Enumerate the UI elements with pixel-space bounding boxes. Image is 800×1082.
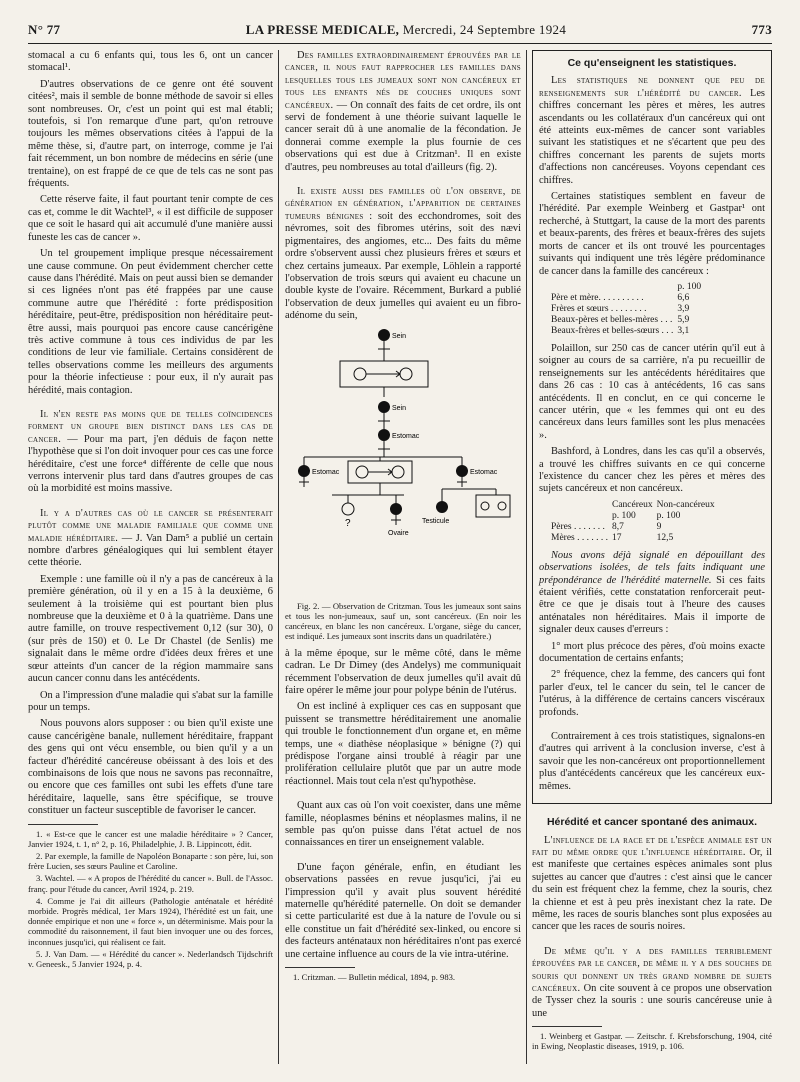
healthy-twin [392,466,404,478]
table-row: Beaux-frères et belles-sœurs . . . 3,1 [551,325,690,336]
organ-label: Estomac [312,468,340,476]
footnote-rule [532,1026,602,1027]
paragraph: Contrairement à ces trois statistiques, signalons-en d'autres qui arrivent à la conclusion inverse, c'est à savoir que les non-cancéreux ont proportionnellement plus d'antécédents cancéreux que les cancéreux eux-mêmes. [539,731,765,792]
paragraph-text: Or, il est manifeste que certaines espèces animales sont plus sujettes au cancer que d'autres : c'est ainsi que le cancer du sein est fréquent chez la femme, chez la souris, chez la chienne et est à peu près inexistant chez la rate. De même, les races de souris blanches sont plus exposées au cancer que les races de souris noires. [532,846,772,933]
table-row: Père et mère. . . . . . . . . . 6,6 [551,292,690,303]
paragraph [285,186,521,322]
paragraph-text: Les chiffres concernant les pères et mères, les autres ascendants ou les collatéraux d'un cancéreux qui ont été atteints eux-mêmes de cancer sont variables suivant les statistiques et ne s'écartent que peu des chiffres concernant les parents de sujets morts d'affections non cancéreuses. Voyons cependant ces chiffres. [539,87,765,186]
paragraph: stomacal a cu 6 enfants qui, tous les 6, ont un cancer stomacal¹. [28,50,273,74]
column-2 [285,50,521,1064]
statistics-box [532,50,772,804]
unit-label: p. 100 [656,510,681,521]
table-row: Beaux-pères et belles-mères . . . 5,9 [551,314,690,325]
organ-label: Estomac [392,432,420,440]
section-title: Hérédité et cancer spontané des animaux. [546,816,758,829]
organ-label: Testicule [422,517,450,525]
header-rule [28,43,772,44]
question-mark: ? [345,517,351,529]
figure-caption: Fig. 2. — Observation de Critzman. Tous les jumeaux sont sains et tous les non-jumeaux, sauf un, sont cancéreux. (En noir les cancéreux, en blanc les non cancéreux. L'organe, siège du cancer, est indiqué. Les jumeaux sont inscrits dans un quadrilatère.) [285,600,521,642]
cancerous-female [390,503,402,515]
footnote: 4. Comme je l'ai dit ailleurs (Pathologie anténatale et hérédité morbide. Progrès médical, 1er Mars 1924), l'hérédité est un fait, une donnée empirique et non une « force », un déterminisme. Mais pour la commodité du raisonnement, il faut bien invoquer une ou des forces, inconnues jusqu'ici, qui réalisent ce fait. [28,895,273,947]
cancerous-female [378,401,390,413]
stuttgart-table [549,282,703,337]
paragraph: 2° fréquence, chez la femme, des cancers qui font parler d'eux, tel le cancer du sein, tel le cancer de l'utérus, à la différence de certains cancers viscéraux profonds. [539,669,765,718]
paragraph: Nous pouvons alors supposer : ou bien qu'il existe une cause cancérigène banale, nullement héréditaire, frappant des gens qui ont vécu ensemble, ou bien qu'il y a un facteur d'hérédité cancéreuse obéissant à des lois et des combinaisons de lois que nous ne savons pas reconnaître, ou encore que ces familles ont subi les effets d'une tare héréditaire, laquelle, sans être spécifique, se trouve constituer un facteur susceptible de favoriser le cancer. [28,718,273,817]
lead-in: Des familles extraordinairement éprouvées par le cancer, il nous faut rapprocher les familles dans lesquelles tous les jumeaux sont non cancéreux et tous les enfants nés de couches uniques sont cancéreux. [285,50,521,111]
lead-in: Il y a d'autres cas où le cancer se présenterait plutôt comme une maladie familiale que comme une maladie héréditaire. [28,507,273,544]
organ-label: Sein [392,404,407,412]
healthy-twin [498,502,506,510]
unit-label: p. 100 [677,281,702,292]
cancerous-female [298,465,310,477]
paragraph-text: — On connaît des faits de cet ordre, ils ont servi de fondement à une théorie suivant laquelle le cancer serait dû à une anomalie de la fécondation. Je donnerai comme exemple la plus fournie de ces observations qui est due à Critzman¹. Il en existe d'autres, peu nombreuses au total d'ailleurs (fig. 2). [285,99,521,173]
paragraph: Exemple : une famille où il n'y a pas de cancéreux à la première génération, où il y en a 15 à la deuxième, 6 seulement à la troisième qui est pourtant bien plus nombreuse que la deuxième et 0 à la quatrième. Dans une autre famille, on trouve respectivement 0,12 (sur 30), 0 (sur près de 150) et 0. Le Dr Chastel (de Senlis) me signalait dans le même ordre d'idées deux frères et une sœur atteints d'un cancer de la région mammaire sans aucun cancer connu dans les antécédents. [28,573,273,685]
journal-title [246,22,566,38]
footnote: 2. Par exemple, la famille de Napoléon Bonaparte : son père, lui, son frère Lucien, ses sœurs Pauline et Caroline. [28,850,273,872]
italic-lead: Nous avons déjà signalé en dépouillant des observations isolées, de tels faits indiquant une prépondérance de l'hérédité maternelle. [539,549,765,586]
column-header: Non-cancéreux [656,499,715,510]
lead-in: De même qu'il y a des familles terriblement éprouvées par le cancer, de même il y a des souches de souris qui donnent un très grand nombre de sujets cancéreux. [532,945,772,994]
cancerous-female [378,329,390,341]
paragraph: D'autres observations de ce genre ont été souvent citées², mais il semble de bonne méthode de savoir si elles sont nombreuses. Or, c'est un point qui est mal établi; toutefois, si l'on remarque d'une part, qu'on retrouve toujours les mêmes observations citées à l'appui de la même thèse, si, d'autre part, on interroge, comme je l'ai fait récemment, un bon nombre de médecins en série (une trentaine), on est frappé de ce que de tels cas ne sont pas fréquents. [28,78,273,190]
footnote-rule [28,824,98,825]
table-row: Mères . . . . . . . 17 12,5 [551,532,674,543]
lead-in: Les statistiques ne donnent que peu de renseignements sur l'hérédité du cancer. [539,75,765,99]
healthy-twin [400,368,412,380]
paragraph: Bashford, à Londres, dans les cas qu'il a observés, a trouvé les chiffres suivants en ce qui concerne l'existence du cancer chez les pères et mères des sujets cancéreux et non cancéreux. [539,446,765,495]
column-1 [28,50,273,1064]
lead-in: L'influence de la race et de l'espèce animale est un fait du même ordre que l'influence héréditaire. [532,834,772,858]
column-divider [278,50,279,1064]
paragraph [539,75,765,187]
lead-in: Il n'en reste pas moins que de telles coïncidences forment un groupe bien distinct dans les cas de cancer. [28,408,273,445]
footnote: 1. Weinberg et Gastpar. — Zeitschr. f. Krebsforschung, 1904, cité in Ewing, Neoplastic diseases, 1919, p. 106. [532,1031,772,1052]
healthy-twin [481,502,489,510]
issue-number: N° 77 [28,22,61,37]
cancerous-male [436,501,448,513]
cancerous-female [378,429,390,441]
paragraph: Certaines statistiques semblent en faveur de l'hérédité. Par exemple Weinberg et Gastpar¹ ont recherché, à Stuttgart, la cause de la mort des parents et beaux-parents, des frères et beaux-frères des sujets morts de cancer et ils ont trouvé les pourcentages suivants qui indiquent une très légère prédominance de cancer dans la famille des cancéreux : [539,191,765,277]
healthy-twin [356,466,368,478]
footnote: 3. Wachtel. — « A propos de l'hérédité du cancer ». Bull. de l'Assoc. franç. pour l'étude du cancer, Avril 1924, p. 219. [28,873,273,894]
paragraph: Quant aux cas où l'on voit coexister, dans une même famille, néoplasmes bénins et néoplasmes malins, il ne semble pas qu'on puisse dans l'état actuel de nos connaissances en tirer un enseignement valable. [285,800,521,849]
unit-label: p. 100 [612,510,636,521]
footnote: 1. Critzman. — Bulletin médical, 1894, p. 983. [293,972,456,983]
paragraph [539,550,765,637]
paragraph [28,508,273,570]
paragraph [532,946,772,1020]
box-title: Ce qu'enseignent les statistiques. [567,57,737,69]
paragraph: On est incliné à expliquer ces cas en supposant que puissent se transmettre héréditairement une anomalie qui trouble le fonctionnement d'un organe et, en même temps, une « diathèse néoplasique » bénigne (?) qui prédispose l'organe ainsi troublé à réagir par une prolifération cellulaire plutôt que par un autre mode réactionnel. Mais tout cela n'est qu'hypothèse. [285,701,521,787]
paragraph-text: — J. Van Dam⁵ a publié un certain nombre d'arbres généalogiques qui lui semblent étayer cette théorie. [28,532,273,569]
organ-label: Estomac [470,468,498,476]
cancerous-female [456,465,468,477]
paragraph: On a l'impression d'une maladie qui s'abat sur la famille pour un temps. [28,689,273,713]
healthy-twin [354,368,366,380]
column-3 [532,50,772,1064]
paragraph: Cette réserve faite, il faut pourtant tenir compte de ces cas et, comme le dit Wachtel³, « il est difficile de supposer que ce soit le hasard qui ait accumulé d'une manière aussi funeste les cas de cancer ». [28,194,273,243]
organ-label: Ovaire [388,529,409,537]
page-header [28,22,772,40]
paragraph-text: Si ces faits étaient vérifiés, cette constatation renforcerait peut-être ce que je disais tout à l'heure des causes anténatales non héréditaires. Mais il importe de signaler deux causes d'erreurs : [539,574,765,636]
paragraph: Polaillon, sur 250 cas de cancer utérin qu'il eut à soigner au cours de sa carrière, n'a pu recueillir de renseignements sur les antécédents héréditaires que dans 26 cas : 10 cas à antécédents, 16 cas sans antécédents. Il en conclut, en ce qui concerne le cancer utérin, que « les femmes qui ont eu des cancéreux dans leurs familles sont les plus menacées ». [539,342,765,441]
unknown-person [342,503,354,515]
table-row: Pères . . . . . . . 8,7 9 [551,521,662,532]
paragraph [28,409,273,496]
footnote-rule [285,967,355,968]
footnote: 1. « Est-ce que le cancer est une maladie héréditaire » ? Cancer, Janvier 1924, t. 1, n° 2, p. 16, Philadelphie, J. B. Lippincott, édit. [28,828,273,849]
pedigree-figure [292,327,514,597]
page-number: 773 [751,22,772,37]
paragraph-text: — Pour ma part, j'en déduis de façon nette l'hypothèse que si l'on doit invoquer pour ces cas une force héréditaire, c'est une force⁴ différente de celle que nous verrons intervenir plus tard dans d'autres groupes de cas où la morbidité est moins massive. [28,433,273,495]
column-divider [526,50,527,1064]
paragraph [285,50,521,174]
paragraph [532,835,772,934]
table-row: Frères et sœurs . . . . . . . . 3,9 [551,303,690,314]
paragraph: D'une façon générale, enfin, en étudiant les observations passées en revue jusqu'ici, j'ai eu l'impression qu'il y avait plus souvent hérédité maternelle qu'hérédité paternelle. On doit se demander si cette particularité est due à la nature de l'ovule ou si elle constitue un fait d'hérédité sex-linked, ou encore si des facteurs anténataux non héréditaires n'ont pas exercé une certaine influence au cours de la vie intra-utérine. [285,861,521,960]
journal-name: LA PRESSE MEDICALE, [245,22,400,37]
footnote: 5. J. Van Dam. — « Hérédité du cancer ». Nederlandsch Tijdschrift v. Geneesk., 5 Janvier 1924, p. 4. [28,948,273,969]
paragraph-text: : soit des ecchondromes, soit des névromes, soit des fibromes utérins, soit des nævi pigmentaires, des angiomes, etc... Des faits du même ordre s'observent aussi chez plusieurs frères et sœurs et chez certains jumeaux. Par exemple, Löhlein a rapporté l'observation de trois sœurs qui avaient eu chacune un double kyste de l'ovaire. Récemment, Burkard a publié l'observation de deux jumelles qui avaient eu un fibro-adénome du sein, [285,210,521,322]
issue-date: Mercredi, 24 Septembre 1924 [402,22,567,37]
paragraph: 1° mort plus précoce des pères, d'où moins exacte documentation de certains enfants; [539,640,765,665]
paragraph: à la même époque, sur le même côté, dans le même cadran. Le Dr Dimey (des Andelys) me communiquait récemment l'observation de deux jumelles qu'il avait dû faire opérer le même jour pour polype bénin de l'utérus. [285,647,521,696]
paragraph: Un tel groupement implique presque nécessairement une cause commune. On peut évidemment chercher cette cause dans l'hérédité. Mais on peut aussi bien se demander si ces lignées n'ont pas été frappées par une cause commune autre que l'hérédité : forte prédisposition héréditaire, peut-être, prédisposition non héréditaire peut-être aussi, mais pourquoi pas encore cause cancérigène très active commune à tous ces individus de par les conditions de leur vie familiale. Certains considèrent de telles observations comme les meilleurs des arguments pour la théorie infectieuse : pour eux, il n'y aurait pas hérédité, mais contagion. [28,248,273,396]
paragraph-text: On cite souvent à ce propos une observation de Tysser chez la souris : une souris cancéreuse unie à une [532,982,772,1019]
lead-in: Il existe aussi des familles où l'on observe, de génération en génération, l'apparition de certaines tumeurs bénignes [285,186,521,222]
bashford-table [549,500,717,544]
column-header: Cancéreux [612,499,653,510]
organ-label: Sein [392,332,407,340]
